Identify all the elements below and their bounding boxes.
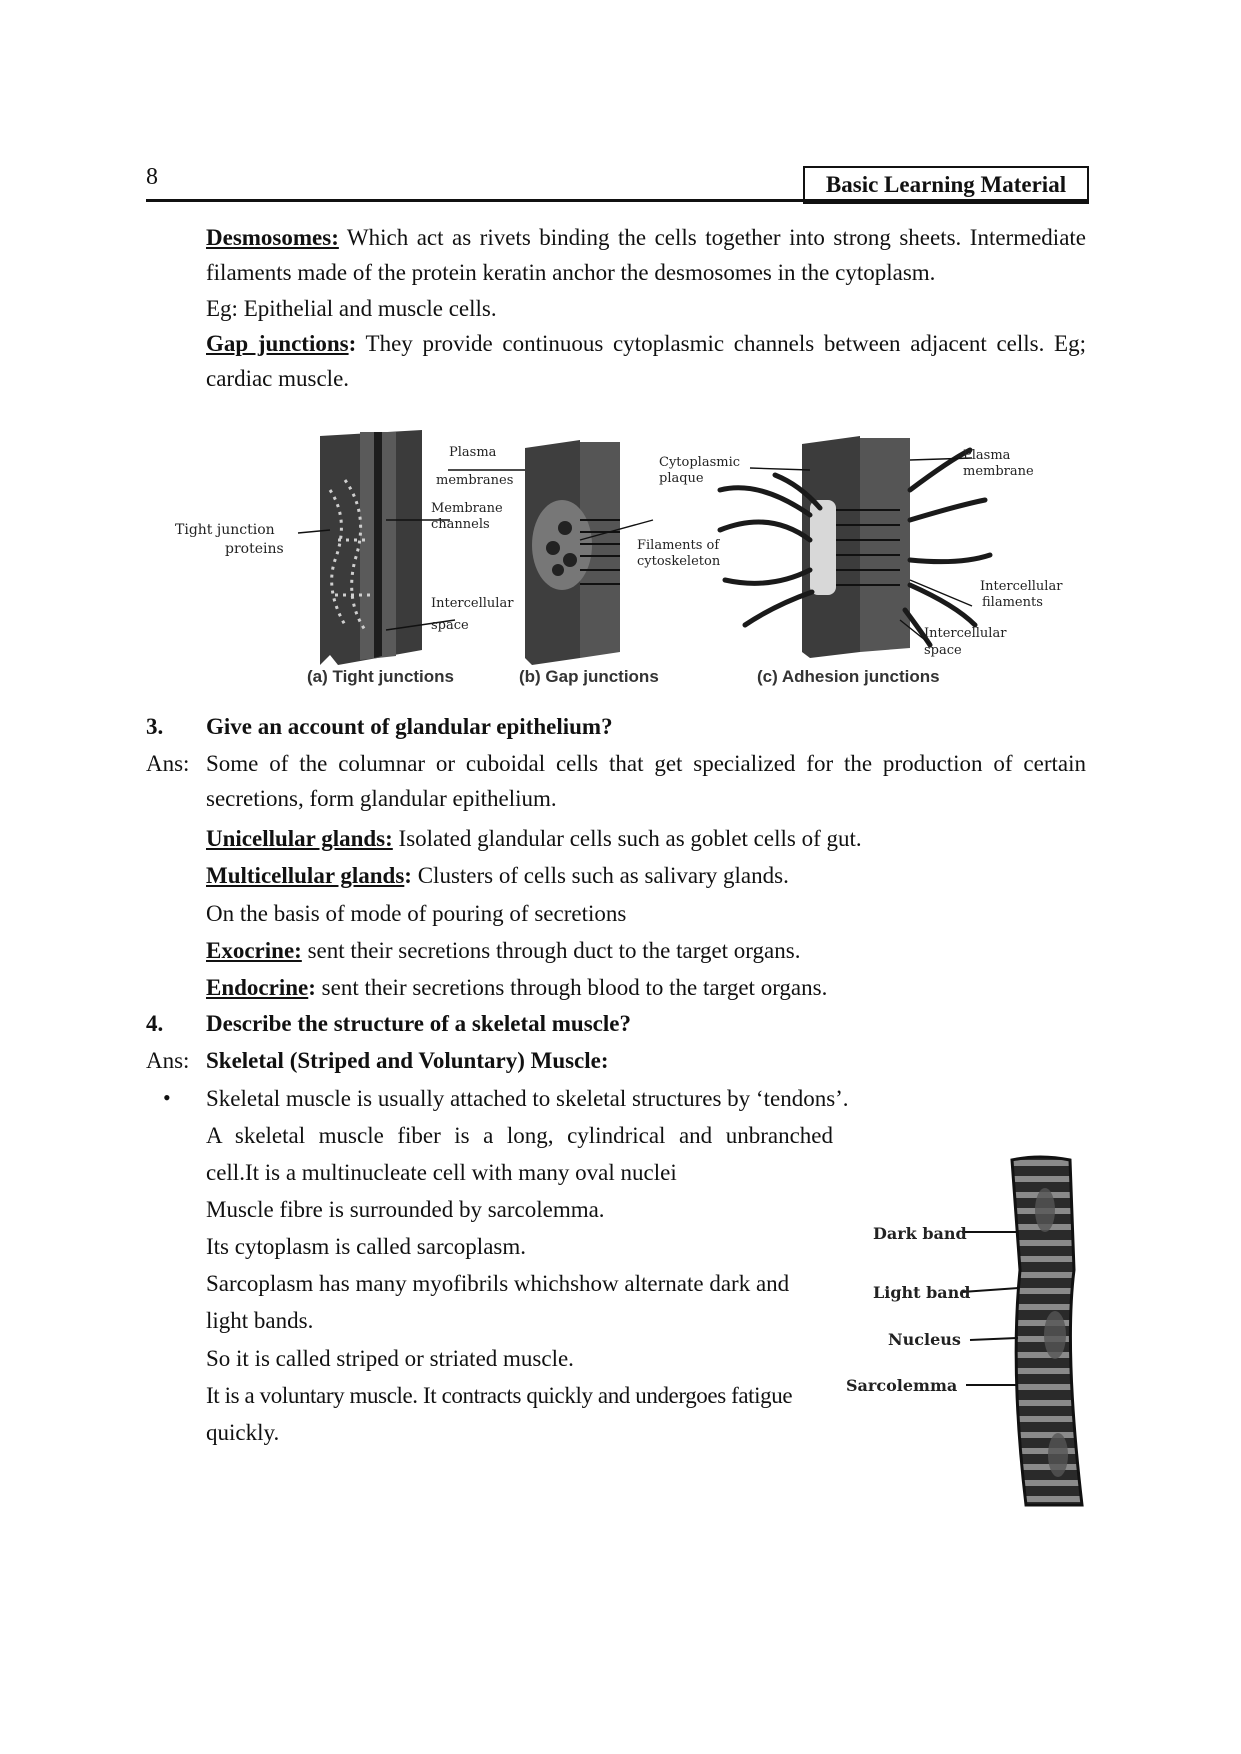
label-intercellular-space-c-2: space	[924, 643, 962, 658]
muscle-line-5: Sarcoplasm has many myofibrils whichshow alternate dark and	[206, 1271, 790, 1296]
muscle-line-6: light bands.	[206, 1308, 314, 1333]
caption-gap-junctions: (b) Gap junctions	[519, 667, 659, 686]
muscle-line-8: It is a voluntary muscle. It contracts quickly and undergoes fatigue	[206, 1383, 793, 1408]
label-plasma-membrane: Plasma	[963, 448, 1011, 463]
label-filaments-of-cytoskeleton: Filaments of	[637, 538, 720, 553]
page-number: 8	[146, 164, 158, 190]
label-plasma-membrane-2: membrane	[963, 464, 1034, 479]
label-sarcolemma: Sarcolemma	[846, 1376, 958, 1395]
q4-number: 4.	[146, 1011, 164, 1036]
label-membrane-channels: Membrane	[431, 501, 503, 516]
label-filaments-of-cytoskeleton-2: cytoskeleton	[637, 554, 721, 569]
caption-tight-junctions: (a) Tight junctions	[307, 667, 455, 686]
label-membrane-channels-2: channels	[431, 517, 490, 532]
label-dark-band: Dark band	[873, 1224, 967, 1243]
adhesion-junction-diagram	[720, 436, 990, 658]
header-rule	[146, 199, 1087, 202]
label-cytoplasmic-plaque: Cytoplasmic	[659, 455, 741, 470]
caption-adhesion-junctions: (c) Adhesion junctions	[757, 667, 940, 686]
muscle-leader-lines	[960, 1220, 1020, 1400]
label-intercellular-filaments-2: filaments	[982, 595, 1043, 610]
tight-junction-diagram	[320, 430, 422, 665]
header-title: Basic Learning Material	[803, 166, 1089, 204]
gap-junction-diagram	[525, 440, 620, 665]
label-cytoplasmic-plaque-2: plaque	[659, 471, 704, 486]
endocrine: Endocrine: sent their secretions through blood to the target organs.	[206, 975, 828, 1000]
label-intercellular-space-a-2: space	[431, 618, 469, 633]
muscle-line-2: cell.It is a multinucleate cell with many oval nuclei	[206, 1160, 677, 1185]
label-tight-junction-proteins-2: proteins	[225, 541, 284, 557]
label-intercellular-space-a: Intercellular	[431, 596, 514, 611]
muscle-line-3: Muscle fibre is surrounded by sarcolemma.	[206, 1197, 605, 1222]
desmosomes-text: Which act as rivets binding the cells together into strong sheets. Intermediate filaments made of the protein keratin anchor the desmosomes in the cytoplasm.	[206, 225, 1086, 285]
gap-paragraph: Gap junctions: They provide continuous cytoplasmic channels between adjacent cells. Eg; cardiac muscle.	[206, 331, 1086, 391]
desmosomes-paragraph	[206, 220, 1086, 290]
label-intercellular-space-c: Intercellular	[924, 626, 1007, 641]
desmosomes-label: Desmosomes:	[206, 225, 339, 250]
muscle-line-9: quickly.	[206, 1420, 280, 1445]
bullet: •	[163, 1085, 171, 1110]
bullet-text: Skeletal muscle is usually attached to skeletal structures by ‘tendons’.	[206, 1086, 849, 1111]
q3-answer: Some of the columnar or cuboidal cells that get specialized for the production of certain secretions, form glandular epithelium.	[206, 751, 1086, 811]
q4-question: Describe the structure of a skeletal muscle?	[206, 1011, 631, 1036]
muscle-line-4: Its cytoplasm is called sarcoplasm.	[206, 1234, 527, 1259]
muscle-line-1: A skeletal muscle fiber is a long, cylindrical and unbranched	[206, 1123, 833, 1148]
label-tight-junction-proteins: Tight junction	[175, 522, 275, 538]
gap-text: They provide continuous cytoplasmic channels between adjacent cells. Eg; cardiac muscle.	[206, 331, 1086, 391]
muscle-line-7: So it is called striped or striated muscle.	[206, 1346, 574, 1371]
label-light-band: Light band	[873, 1283, 971, 1302]
q4-ans-label: Ans:	[146, 1048, 190, 1073]
q3-ans-label: Ans:	[146, 751, 190, 776]
exocrine: Exocrine: sent their secretions through duct to the target organs.	[206, 938, 801, 963]
label-nucleus: Nucleus	[888, 1330, 961, 1349]
q3-number: 3.	[146, 714, 164, 739]
gap-label: Gap junctions	[206, 331, 349, 356]
q4-ans-heading: Skeletal (Striped and Voluntary) Muscle:	[206, 1048, 609, 1073]
multicellular-glands: Multicellular glands: Clusters of cells such as salivary glands.	[206, 863, 789, 888]
q3-question: Give an account of glandular epithelium?	[206, 714, 613, 739]
desmosomes-example: Eg: Epithelial and muscle cells.	[206, 296, 497, 321]
label-intercellular-filaments: Intercellular	[980, 579, 1063, 594]
unicellular-glands: Unicellular glands: Isolated glandular cells such as goblet cells of gut.	[206, 826, 862, 851]
label-plasma-membranes: Plasma	[449, 445, 497, 460]
basis-text: On the basis of mode of pouring of secretions	[206, 901, 627, 926]
cell-junctions-figure	[160, 420, 1100, 705]
label-plasma-membranes-2: membranes	[436, 473, 514, 488]
